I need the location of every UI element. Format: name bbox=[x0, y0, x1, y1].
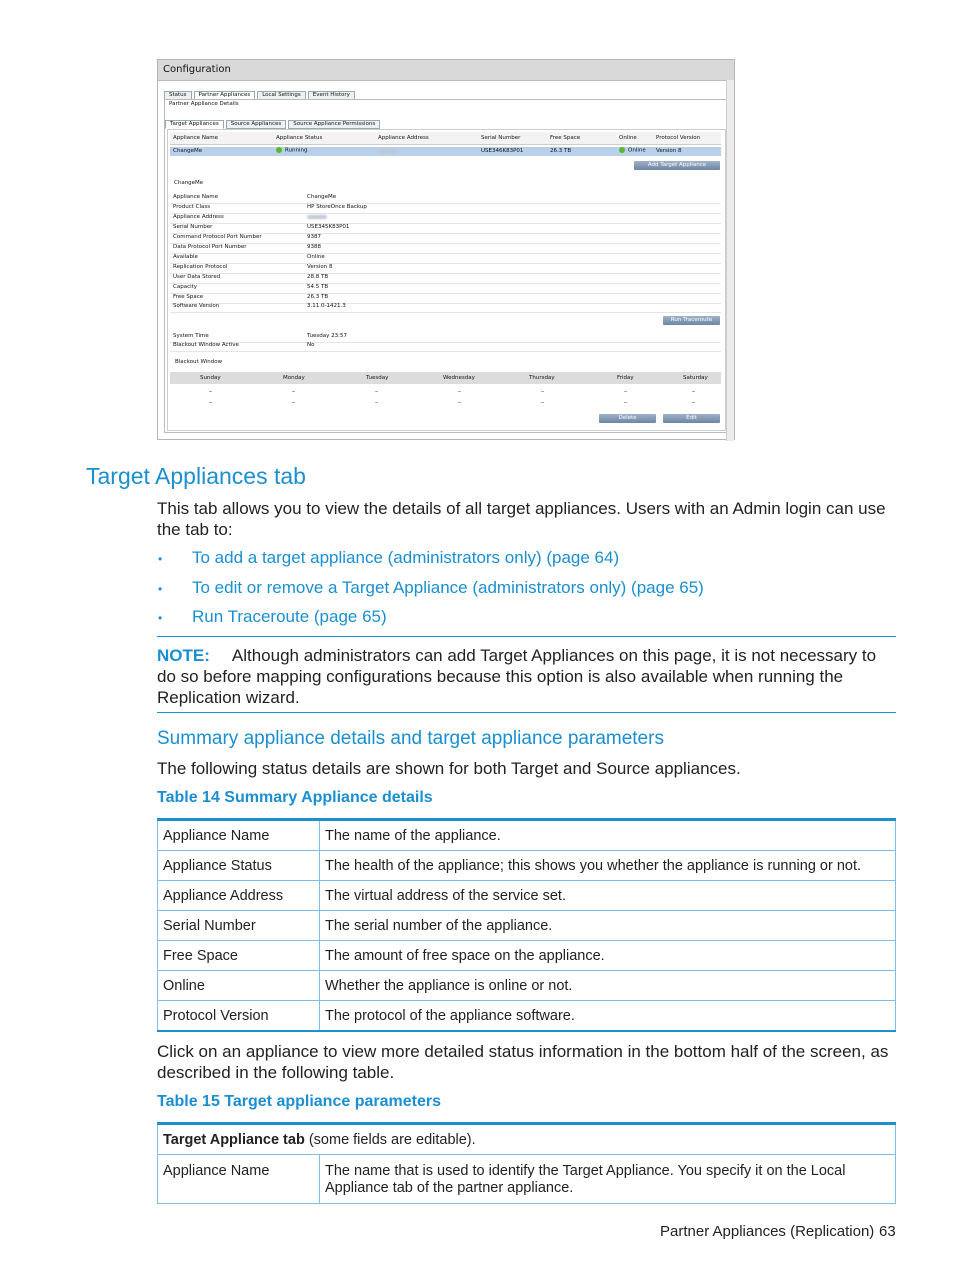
blackout-active-label: Blackout Window Active bbox=[173, 342, 239, 348]
detail-value: Version 8 bbox=[307, 264, 333, 270]
table15-header-bold: Target Appliance tab bbox=[163, 1131, 305, 1148]
detail-row bbox=[170, 302, 721, 313]
table-key: Free Space bbox=[158, 941, 320, 971]
bullet-dot: • bbox=[158, 552, 163, 566]
table-row bbox=[158, 820, 896, 851]
detail-key: Available bbox=[173, 254, 198, 260]
table-row bbox=[158, 1001, 896, 1032]
row-online-text: Online bbox=[628, 147, 646, 154]
detail-value: 9387 bbox=[307, 234, 321, 240]
detail-value: Online bbox=[307, 254, 325, 260]
detail-key: User Data Stored bbox=[173, 274, 221, 280]
blackout-active-row bbox=[170, 341, 721, 352]
blackout-active-value: No bbox=[307, 342, 315, 348]
intro-paragraph: This tab allows you to view the details of all target appliances. Users with an Admin login can use the tab to: bbox=[157, 499, 886, 539]
tab-event-history[interactable]: Event History bbox=[308, 91, 355, 100]
blackout-days-header bbox=[170, 372, 721, 384]
detail-value: 26.3 TB bbox=[307, 294, 329, 300]
section-heading: Target Appliances tab bbox=[86, 463, 306, 489]
table-key: Online bbox=[158, 971, 320, 1001]
table-key: Protocol Version bbox=[158, 1001, 320, 1032]
system-time-label: System Time bbox=[173, 333, 209, 339]
blackout-start: – bbox=[375, 388, 378, 395]
blackout-start: – bbox=[458, 388, 461, 395]
note-label: NOTE: bbox=[157, 646, 210, 665]
table-row bbox=[158, 971, 896, 1001]
detail-key: Command Protocol Port Number bbox=[173, 234, 262, 240]
table14-caption: Table 14 Summary Appliance details bbox=[157, 789, 433, 806]
table-row bbox=[158, 881, 896, 911]
day-monday: Monday bbox=[283, 375, 305, 381]
blackout-start: – bbox=[541, 388, 544, 395]
detail-title: ChangeMe bbox=[174, 180, 204, 186]
scrollbar[interactable] bbox=[726, 80, 734, 441]
table-header-row bbox=[158, 1124, 896, 1155]
table-row bbox=[158, 941, 896, 971]
col-appliance-status[interactable]: Appliance Status bbox=[276, 135, 323, 141]
bullet-dot: • bbox=[158, 582, 163, 596]
blackout-start: – bbox=[209, 388, 212, 395]
summary-intro: The following status details are shown for both Target and Source appliances. bbox=[157, 759, 741, 778]
detail-value: 28.8 TB bbox=[307, 274, 329, 280]
after-table14-paragraph: Click on an appliance to view more detailed status information in the bottom half of the screen, as described in the following table. bbox=[157, 1042, 889, 1082]
row-protocol: Version 8 bbox=[656, 148, 682, 154]
table-key: Appliance Name bbox=[158, 1155, 320, 1204]
row-serial: USE346K83P01 bbox=[481, 148, 524, 154]
detail-key: Free Space bbox=[173, 294, 204, 300]
target-appliance-parameters-table bbox=[157, 1122, 896, 1204]
detail-key: Replication Protocol bbox=[173, 264, 228, 270]
row-address-blurred bbox=[378, 148, 398, 154]
run-traceroute-button[interactable]: Run Traceroute bbox=[663, 316, 720, 325]
table-row bbox=[158, 911, 896, 941]
link-add-target-appliance[interactable]: To add a target appliance (administrators only) (page 64) bbox=[192, 548, 620, 567]
tab-status[interactable]: Status bbox=[164, 91, 192, 100]
table15-header bbox=[158, 1124, 896, 1155]
detail-value: 54.5 TB bbox=[307, 284, 329, 290]
blackout-end: – bbox=[458, 399, 461, 406]
table-value: The virtual address of the service set. bbox=[320, 881, 896, 911]
table-value: The protocol of the appliance software. bbox=[320, 1001, 896, 1032]
blackout-start: – bbox=[692, 388, 695, 395]
day-tuesday: Tuesday bbox=[366, 375, 389, 381]
tab-target-appliances[interactable]: Target Appliances bbox=[165, 120, 224, 129]
row-online bbox=[619, 147, 646, 154]
detail-value: HP StoreOnce Backup bbox=[307, 204, 367, 210]
day-thursday: Thursday bbox=[529, 375, 555, 381]
row-free: 26.3 TB bbox=[550, 148, 572, 154]
blackout-start: – bbox=[292, 388, 295, 395]
table-key: Serial Number bbox=[158, 911, 320, 941]
col-free-space[interactable]: Free Space bbox=[550, 135, 581, 141]
table-value: The amount of free space on the appliance. bbox=[320, 941, 896, 971]
table-row bbox=[158, 1155, 896, 1204]
table-key: Appliance Address bbox=[158, 881, 320, 911]
note-box bbox=[157, 645, 899, 708]
tab-source-appliances[interactable]: Source Appliances bbox=[226, 120, 287, 129]
detail-key: Capacity bbox=[173, 284, 198, 290]
blackout-window-label: Blackout Window bbox=[175, 359, 223, 365]
col-protocol-version[interactable]: Protocol Version bbox=[656, 135, 701, 141]
detail-key: Appliance Address bbox=[173, 214, 224, 220]
note-rule-bottom bbox=[157, 712, 896, 713]
day-saturday: Saturday bbox=[683, 375, 708, 381]
tab-partner-appliances[interactable]: Partner Appliances bbox=[194, 91, 256, 100]
detail-key: Data Protocol Port Number bbox=[173, 244, 247, 250]
detail-value: 9388 bbox=[307, 244, 321, 250]
summary-appliance-table bbox=[157, 818, 896, 1032]
panel-title: Partner Appliance Details bbox=[169, 101, 239, 107]
col-online[interactable]: Online bbox=[619, 135, 637, 141]
appliance-row-selected[interactable] bbox=[170, 147, 721, 156]
day-sunday: Sunday bbox=[200, 375, 221, 381]
ok-status-icon bbox=[276, 147, 282, 153]
window-title: Configuration bbox=[158, 60, 734, 81]
footer-section: Partner Appliances (Replication) bbox=[660, 1223, 875, 1240]
system-time-value: Tuesday 23:57 bbox=[307, 333, 347, 339]
add-target-appliance-button[interactable]: Add Target Appliance bbox=[634, 161, 720, 170]
detail-key: Product Class bbox=[173, 204, 211, 210]
tab-local-settings[interactable]: Local Settings bbox=[257, 91, 306, 100]
edit-button[interactable]: Edit bbox=[663, 414, 720, 423]
blackout-end: – bbox=[292, 399, 295, 406]
blackout-end: – bbox=[375, 399, 378, 406]
link-run-traceroute[interactable]: Run Traceroute (page 65) bbox=[192, 607, 387, 626]
table-value: The health of the appliance; this shows you whether the appliance is running or not. bbox=[320, 851, 896, 881]
bullet-dot: • bbox=[158, 611, 163, 625]
col-appliance-name[interactable]: Appliance Name bbox=[173, 135, 219, 141]
row-status bbox=[276, 147, 308, 154]
col-serial-number[interactable]: Serial Number bbox=[481, 135, 521, 141]
online-status-icon bbox=[619, 147, 625, 153]
day-wednesday: Wednesday bbox=[443, 375, 475, 381]
note-rule-top bbox=[157, 636, 896, 637]
subsection-heading: Summary appliance details and target appliance parameters bbox=[157, 728, 664, 749]
row-name: ChangeMe bbox=[173, 148, 203, 154]
blackout-end: – bbox=[692, 399, 695, 406]
appliance-grid-header bbox=[170, 132, 721, 145]
blackout-end: – bbox=[209, 399, 212, 406]
detail-key: Appliance Name bbox=[173, 194, 219, 200]
delete-button[interactable]: Delete bbox=[599, 414, 656, 423]
table-row bbox=[158, 851, 896, 881]
link-edit-remove-target-appliance[interactable]: To edit or remove a Target Appliance (administrators only) (page 65) bbox=[192, 578, 704, 597]
table-value: The name of the appliance. bbox=[320, 820, 896, 851]
configuration-screenshot bbox=[157, 59, 735, 440]
table-value: The serial number of the appliance. bbox=[320, 911, 896, 941]
day-friday: Friday bbox=[617, 375, 634, 381]
table-value: The name that is used to identify the Target Appliance. You specify it on the Local Appliance tab of the partner appliance. bbox=[320, 1155, 896, 1204]
table15-caption: Table 15 Target appliance parameters bbox=[157, 1093, 441, 1110]
detail-key: Serial Number bbox=[173, 224, 213, 230]
table-key: Appliance Status bbox=[158, 851, 320, 881]
blackout-start: – bbox=[624, 388, 627, 395]
table-key: Appliance Name bbox=[158, 820, 320, 851]
row-status-text: Running bbox=[285, 147, 308, 154]
page-number: 63 bbox=[879, 1223, 896, 1240]
blackout-end: – bbox=[624, 399, 627, 406]
detail-value: USE345K83P01 bbox=[307, 224, 350, 230]
detail-value: ChangeMe bbox=[307, 194, 337, 200]
table15-header-rest: (some fields are editable). bbox=[304, 1131, 476, 1148]
note-text: Although administrators can add Target Appliances on this page, it is not necessary to do so before mapping configurations because this option is also available when running the Replication wizard. bbox=[157, 646, 877, 707]
blackout-end: – bbox=[541, 399, 544, 406]
tab-source-permissions[interactable]: Source Appliance Permissions bbox=[288, 120, 380, 129]
detail-value: 3.11.0-1421.3 bbox=[307, 303, 346, 309]
table-value: Whether the appliance is online or not. bbox=[320, 971, 896, 1001]
detail-key: Software Version bbox=[173, 303, 220, 309]
col-appliance-address[interactable]: Appliance Address bbox=[378, 135, 429, 141]
